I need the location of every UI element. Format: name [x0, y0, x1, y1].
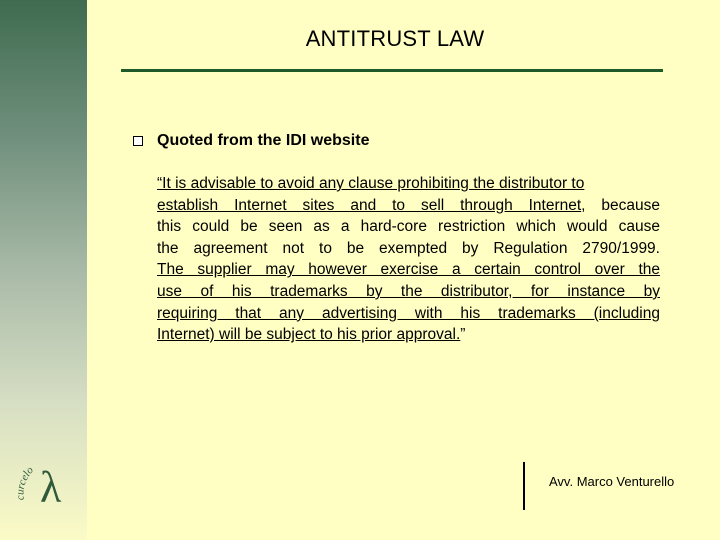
bullet-item: [133, 132, 369, 150]
quote-line-3: this could be seen as a hard-core restriction which would cause: [157, 218, 660, 236]
square-bullet-icon: [133, 136, 143, 146]
quote-line-6: use of his trademarks by the distributor, for instance by: [157, 282, 660, 300]
quote-line-2-underlined: establish Internet sites and to sell through Internet: [157, 196, 582, 214]
logo-word: curcelo: [14, 464, 37, 501]
logo-glyph: λ: [40, 463, 62, 510]
quote-line-8: [157, 324, 660, 346]
quote-line-5: The supplier may however exercise a certain control over the: [157, 261, 660, 279]
quote-line-7: requiring that any advertising with his trademarks (including: [157, 304, 660, 322]
footer-author: Avv. Marco Venturello: [549, 474, 675, 489]
quote-line-2-tail: , because: [581, 196, 660, 214]
quote-line-8-underlined: Internet) will be subject to his prior approval.: [157, 326, 461, 344]
quote-line-4: the agreement not to be exempted by Regulation 2790/1999.: [157, 239, 660, 257]
svg-text:curcelo: [14, 464, 36, 501]
slide-title: ANTITRUST LAW: [305, 26, 485, 51]
quote-line-1: “It is advisable to avoid any clause prohibiting the distributor to: [157, 175, 585, 192]
quote-close-mark: ”: [460, 326, 466, 344]
logo: [10, 450, 70, 510]
bullet-text: Quoted from the IDI website: [157, 132, 370, 149]
title-rule: [121, 69, 663, 72]
footer-divider: [523, 462, 525, 510]
quoted-text: [157, 173, 660, 346]
quote-line-2: [157, 195, 660, 217]
